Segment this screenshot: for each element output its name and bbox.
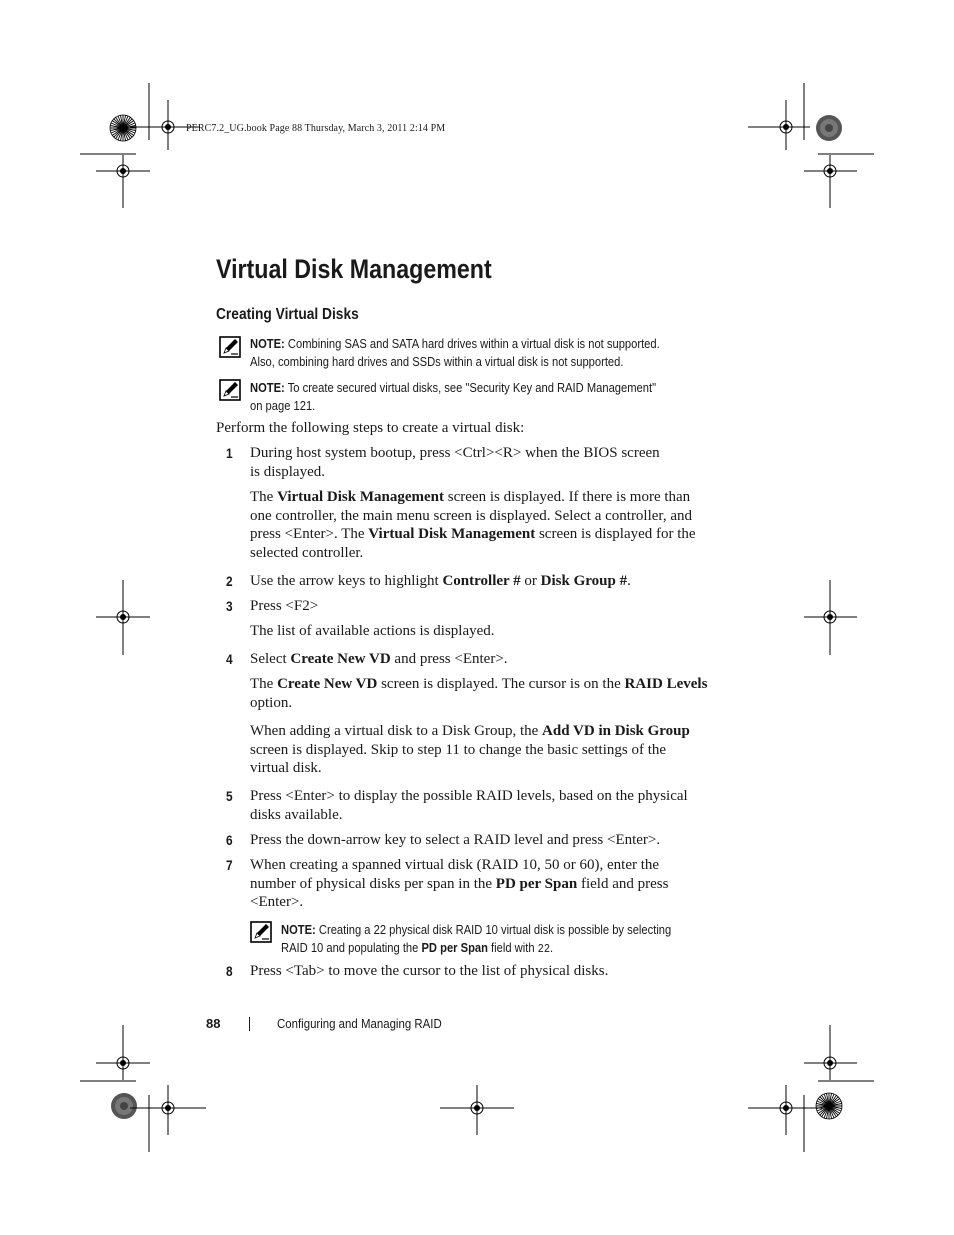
ui-term: Add VD in Disk Group [542, 723, 690, 739]
note-block-1 [250, 335, 726, 370]
ui-term: Disk Group # [540, 573, 628, 589]
step-2-text [250, 572, 631, 591]
book-file-header: PERC7.2_UG.book Page 88 Thursday, March 3, 2011 2:14 PM [186, 123, 446, 134]
footer-divider [249, 1017, 250, 1031]
note-block-3 [281, 921, 735, 958]
pencil-note-icon [219, 336, 241, 358]
note-block-2 [250, 379, 722, 414]
text-run: Select [250, 651, 291, 667]
step-4-detail-2 [250, 722, 690, 778]
ui-term: PD per Span [495, 875, 578, 892]
crop-mark-bottom-right [748, 1025, 874, 1152]
text-run: The [250, 489, 278, 505]
text-run: screen is displayed. If there is more than [444, 489, 691, 505]
text-run: <Enter>. [250, 894, 304, 910]
text-run: When creating a spanned virtual disk (RAID 10, 50 or 60), enter the [250, 857, 660, 873]
note-text: RAID 10 and populating the [281, 939, 422, 955]
step-3-text: Press <F2> [250, 598, 319, 614]
ui-term: RAID Levels [624, 676, 708, 692]
text-run: number of physical disks per span in the [250, 875, 496, 892]
ui-term: Controller # [442, 573, 521, 589]
text-run: option. [250, 694, 293, 711]
step-4-text [250, 650, 508, 669]
crop-mark-top-left [80, 83, 200, 208]
starburst-target-icon [816, 1093, 842, 1119]
text-run: . [627, 573, 631, 589]
step-number: 1 [226, 446, 233, 461]
step-1-line-2: is displayed. [250, 463, 325, 480]
step-1-detail [250, 488, 696, 562]
intro-paragraph: Perform the following steps to create a virtual disk: [216, 420, 525, 436]
crop-mark-mid-right [804, 580, 857, 655]
note-text: field with [487, 939, 538, 955]
text-run: screen is displayed. The cursor is on the [377, 676, 625, 692]
text-run: press <Enter>. The [250, 526, 369, 542]
crop-mark-bottom-left [80, 1025, 206, 1152]
ui-term: Virtual Disk Management [277, 489, 445, 505]
text-run: Press <Enter> to display the possible RAID levels, based on the physical [250, 788, 688, 804]
pencil-note-icon [219, 379, 241, 401]
ui-term: PD per Span [421, 939, 488, 955]
chapter-title: Virtual Disk Management [216, 254, 492, 284]
step-1-line-1: During host system bootup, press <Ctrl><R> when the BIOS screen [250, 445, 660, 461]
page-number: 88 [206, 1016, 221, 1031]
pencil-note-icon [250, 921, 272, 943]
note-text: . [550, 939, 554, 955]
step-5-text [250, 787, 688, 824]
step-number: 2 [226, 574, 233, 589]
note-label: NOTE: [250, 336, 285, 351]
step-number: 3 [226, 599, 233, 614]
text-run: The [250, 676, 278, 692]
crop-mark-top-right [748, 83, 874, 208]
note-text: on page 121. [250, 397, 316, 413]
note-label: NOTE: [250, 380, 285, 395]
note-text: Creating a 22 physical disk RAID 10 virtual disk is possible by selecting [318, 922, 672, 937]
text-run: When adding a virtual disk to a Disk Group, the [250, 723, 543, 739]
ui-term: Create New VD [277, 676, 378, 692]
ui-term: Create New VD [290, 651, 391, 667]
step-number: 5 [226, 789, 233, 804]
text-run: one controller, the main menu screen is displayed. Select a controller, and [250, 507, 692, 524]
step-7-text [250, 856, 668, 912]
color-target-icon [111, 1093, 137, 1119]
note-label: NOTE: [281, 922, 316, 937]
step-3-detail: The list of available actions is displayed. [250, 623, 495, 639]
text-run: selected controller. [250, 544, 364, 561]
footer-chapter-title: Configuring and Managing RAID [277, 1016, 442, 1031]
ui-term: Virtual Disk Management [368, 526, 536, 542]
step-number: 8 [226, 964, 233, 979]
text-run: Use the arrow keys to highlight [250, 573, 443, 589]
section-title: Creating Virtual Disks [216, 306, 359, 323]
text-run: screen is displayed. Skip to step 11 to change the basic settings of the [250, 741, 667, 758]
note-text: Combining SAS and SATA hard drives within a virtual disk is not supported. [287, 336, 660, 351]
step-number: 4 [226, 652, 233, 667]
text-run: or [520, 573, 541, 589]
crop-mark-mid-left [96, 580, 150, 655]
step-number: 6 [226, 833, 233, 848]
starburst-target-icon [110, 115, 136, 141]
text-run: field and press [577, 875, 669, 892]
color-target-icon [816, 115, 842, 141]
step-number: 7 [226, 858, 233, 873]
text-run: disks available. [250, 806, 343, 823]
text-run: screen is displayed for the [535, 526, 696, 542]
code-value: 22 [537, 941, 551, 956]
step-6-text: Press the down-arrow key to select a RAID level and press <Enter>. [250, 832, 661, 848]
note-text: Also, combining hard drives and SSDs within a virtual disk is not supported. [250, 353, 624, 369]
note-text: To create secured virtual disks, see "Security Key and RAID Management" [287, 380, 657, 395]
crop-mark-bottom-center [440, 1085, 514, 1135]
step-8-text: Press <Tab> to move the cursor to the list of physical disks. [250, 963, 609, 979]
step-4-detail-1 [250, 675, 707, 712]
step-1-text [250, 444, 660, 481]
text-run: virtual disk. [250, 760, 322, 776]
text-run: and press <Enter>. [390, 651, 508, 667]
